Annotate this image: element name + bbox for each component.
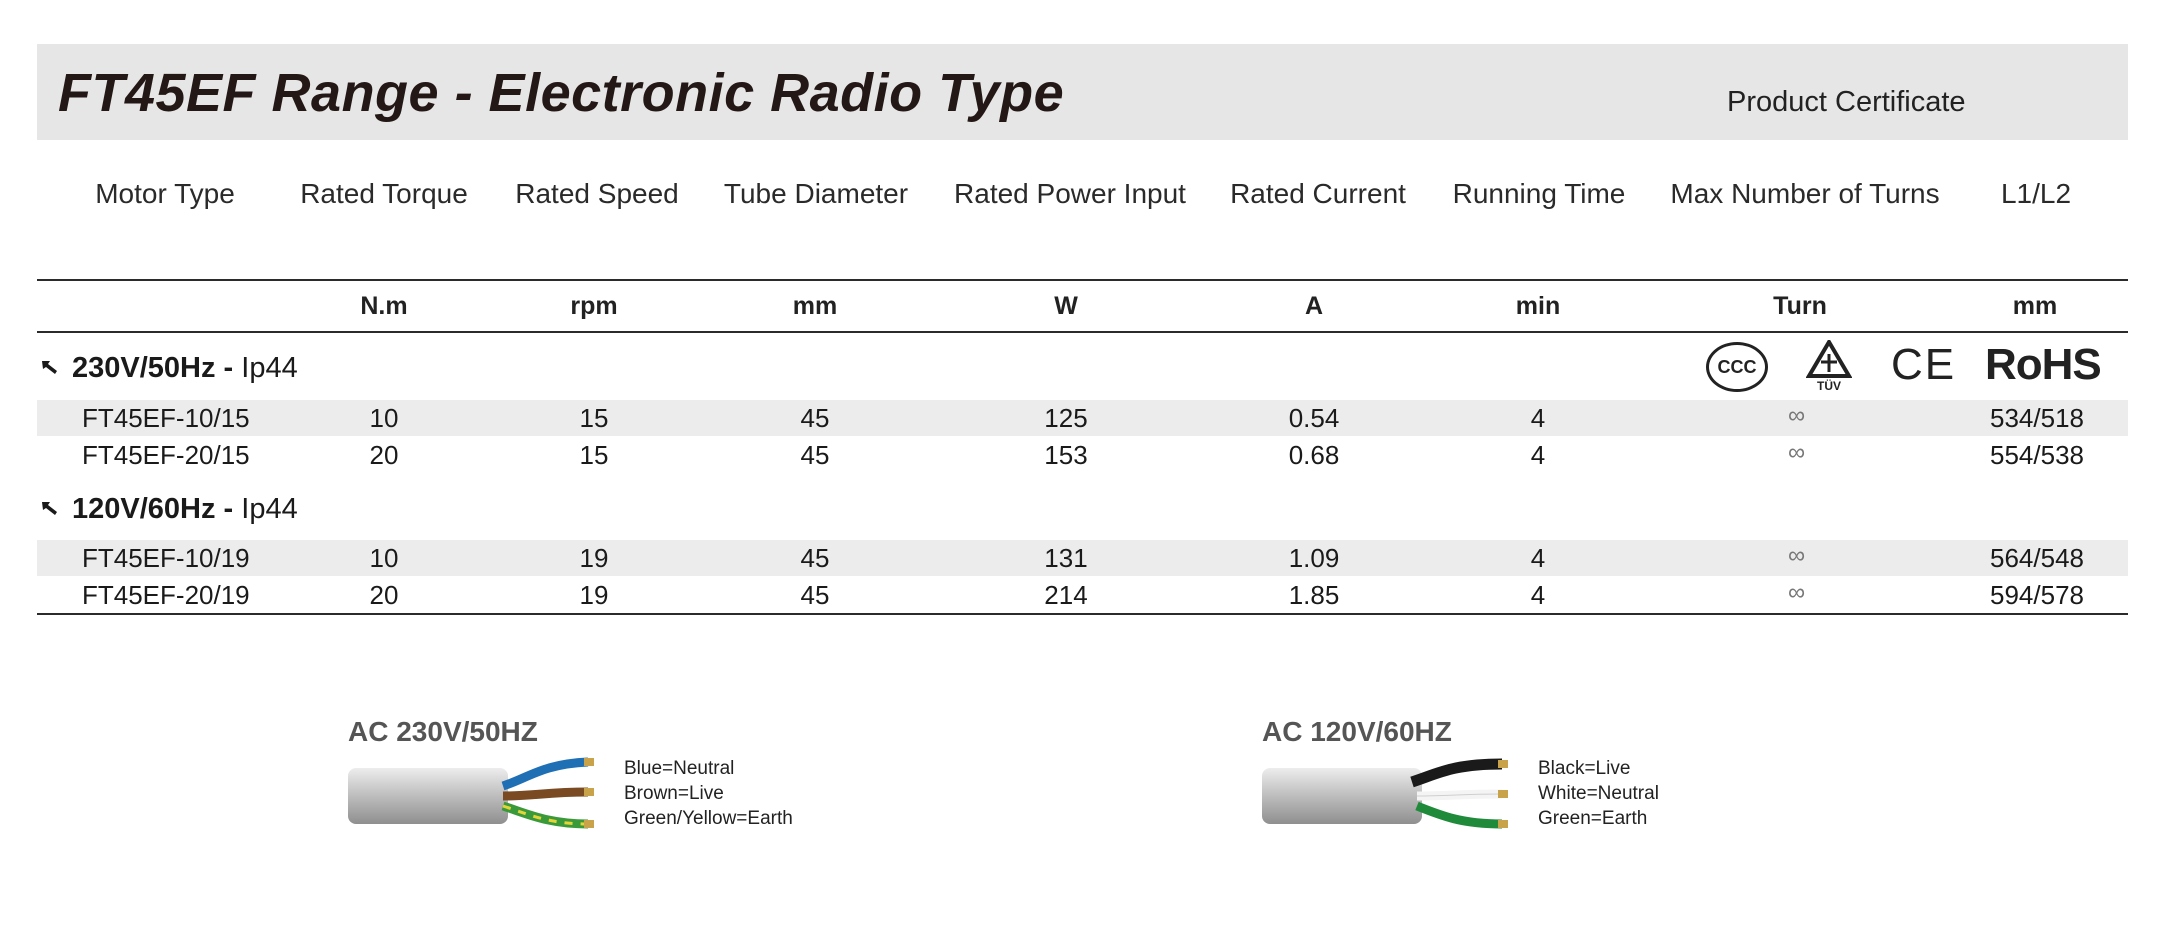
header-bottom-rule [37,331,2128,333]
wiring-230v-title: AC 230V/50HZ [348,716,538,747]
header-max-number-of-turns: Max Number of Turns [1670,178,1940,209]
cell-torque: 10 [369,403,399,433]
cell-time: 4 [1530,580,1546,610]
ce-certification-icon: CE [1891,340,1957,389]
table-row-model: FT45EF-10/19 [82,543,250,573]
cell-turns: ∞ [1787,402,1803,429]
arrow-icon [40,493,62,526]
wiring-legend-line: Black=Live [1538,758,1631,779]
arrow-icon [40,352,62,385]
section-voltage: 230V/50Hz - [72,352,234,384]
cell-torque: 20 [369,580,399,610]
unit-speed: rpm [570,292,618,320]
table-row-model: FT45EF-10/15 [82,403,250,433]
cell-time: 4 [1530,543,1546,573]
unit-turns: Turn [1773,292,1827,320]
cell-speed: 19 [579,580,609,610]
header-running-time: Running Time [1452,178,1626,209]
header-tube-diameter: Tube Diameter [723,178,909,209]
cell-power: 214 [1044,580,1088,610]
unit-power: W [1054,292,1078,320]
cell-power: 131 [1044,543,1088,573]
cell-speed: 15 [579,403,609,433]
cell-turns: ∞ [1787,579,1803,606]
table-row-model: FT45EF-20/19 [82,580,250,610]
tuv-certification-icon [1806,340,1852,392]
cell-current: 1.85 [1288,580,1340,610]
cell-length: 554/538 [1990,440,2084,470]
cell-speed: 19 [579,543,609,573]
cell-diameter: 45 [800,580,830,610]
cell-time: 4 [1530,440,1546,470]
cell-speed: 15 [579,440,609,470]
unit-torque: N.m [360,292,408,320]
wiring-legend-line: Green/Yellow=Earth [624,808,793,829]
cell-torque: 20 [369,440,399,470]
cell-length: 564/548 [1990,543,2084,573]
unit-length: mm [2012,292,2058,320]
wiring-legend-line: Green=Earth [1538,808,1648,829]
wiring-legend-line: White=Neutral [1538,783,1659,804]
header-motor-type: Motor Type [95,178,235,209]
wiring-120v-title: AC 120V/60HZ [1262,716,1452,747]
cell-diameter: 45 [800,440,830,470]
wiring-legend-line: Brown=Live [624,783,724,804]
cell-power: 125 [1044,403,1088,433]
wiring-230v-legend [624,756,793,831]
header-rated-speed: Rated Speed [515,178,679,209]
header-rated-power-input: Rated Power Input [954,178,1186,209]
section-protection: Ip44 [241,493,298,525]
section-protection: Ip44 [241,352,298,384]
section-120v-header [40,493,298,526]
cable-230v-icon [348,752,598,836]
header-rated-torque: Rated Torque [300,178,468,209]
product-certificate-label: Product Certificate [1727,86,1966,118]
table-top-rule [37,279,2128,281]
wiring-120v-legend [1538,756,1659,831]
cell-power: 153 [1044,440,1088,470]
tuv-label: TÜV [1817,379,1841,392]
page-title: FT45EF Range - Electronic Radio Type [58,63,1065,123]
unit-diameter: mm [792,292,838,320]
header-rated-current: Rated Current [1230,178,1406,209]
cell-current: 1.09 [1288,543,1340,573]
cable-120v-icon [1262,752,1512,836]
ccc-certification-icon: CCC [1706,342,1768,392]
cell-current: 0.68 [1288,440,1340,470]
cell-diameter: 45 [800,543,830,573]
unit-current: A [1304,292,1324,320]
cell-torque: 10 [369,543,399,573]
cell-current: 0.54 [1288,403,1340,433]
unit-time: min [1515,292,1561,320]
cell-turns: ∞ [1787,542,1803,569]
cell-turns: ∞ [1787,439,1803,466]
cell-diameter: 45 [800,403,830,433]
cell-time: 4 [1530,403,1546,433]
table-bottom-rule [37,613,2128,615]
cell-length: 534/518 [1990,403,2084,433]
section-230v-header [40,352,298,385]
header-l1-l2: L1/L2 [2000,178,2072,209]
cell-length: 594/578 [1990,580,2084,610]
rohs-certification-icon: RoHS [1985,340,2101,389]
table-row-model: FT45EF-20/15 [82,440,250,470]
wiring-legend-line: Blue=Neutral [624,758,735,779]
section-voltage: 120V/60Hz - [72,493,234,525]
